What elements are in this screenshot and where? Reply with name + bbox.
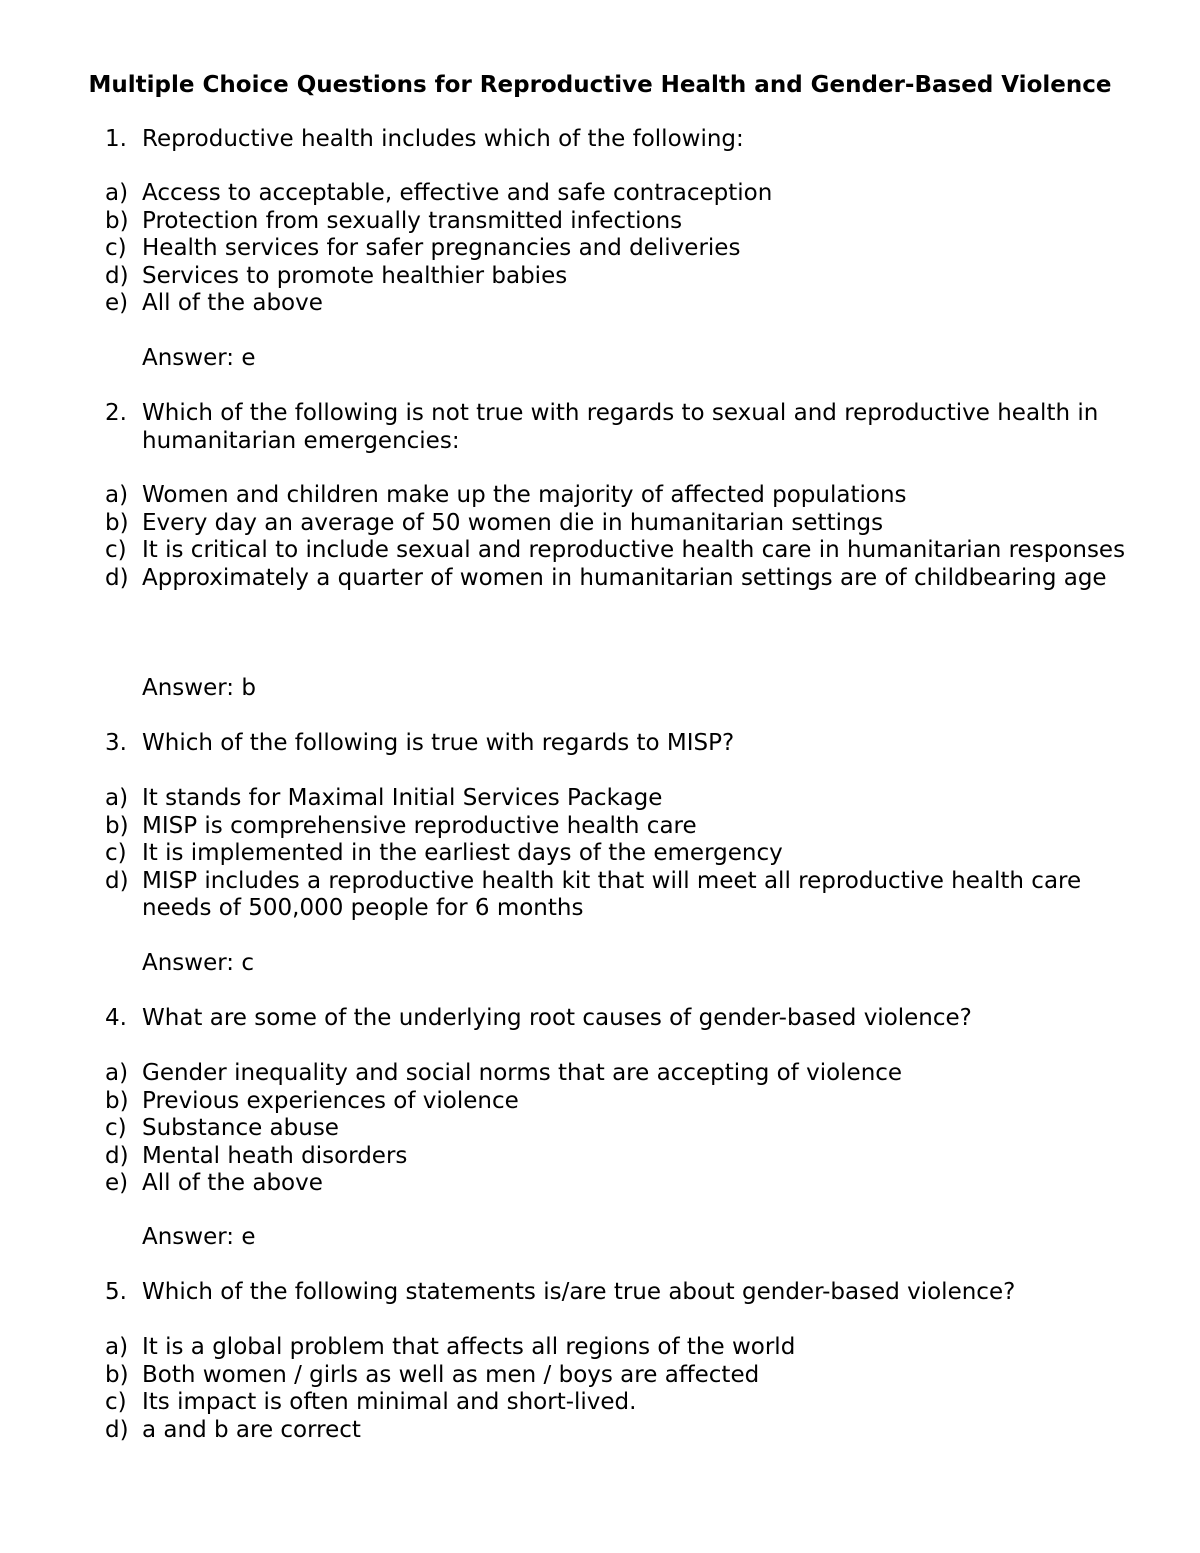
question-text: Which of the following statements is/are true about gender-based violence? [142, 1279, 1016, 1305]
document-title: Multiple Choice Questions for Reproductive Health and Gender-Based Violence [88, 72, 1112, 98]
answer-text: Answer: b [142, 675, 256, 701]
question-number: 1. [105, 126, 127, 152]
option-item [105, 868, 1150, 923]
question-text: Which of the following is not true with regards to sexual and reproductive health in humanitarian emergencies: [142, 400, 1099, 454]
option-text: Health services for safer pregnancies and deliveries [142, 235, 741, 261]
option-letter: b) [105, 207, 129, 234]
option-item [105, 1115, 1150, 1143]
question-text: What are some of the underlying root causes of gender-based violence? [142, 1005, 972, 1031]
option-list [105, 1334, 1150, 1444]
option-text: Its impact is often minimal and short-lived. [142, 1389, 637, 1415]
option-item [105, 537, 1150, 565]
option-text: Substance abuse [142, 1115, 339, 1141]
question-number: 2. [105, 400, 127, 426]
option-item [105, 785, 1150, 813]
option-item [105, 1417, 1150, 1445]
option-letter: e) [105, 1170, 129, 1196]
option-text: Women and children make up the majority of affected populations [142, 482, 907, 508]
option-letter: d) [105, 867, 129, 894]
option-letter: c) [105, 235, 127, 261]
option-item [105, 1143, 1150, 1171]
option-letter: d) [105, 1142, 129, 1169]
option-letter: e) [105, 290, 129, 316]
option-item [105, 1362, 1150, 1390]
option-item [105, 1389, 1150, 1417]
option-item [105, 482, 1150, 510]
option-letter: d) [105, 1416, 129, 1443]
option-text: Every day an average of 50 women die in humanitarian settings [142, 509, 884, 536]
question-number: 5. [105, 1279, 127, 1305]
option-letter: a) [105, 180, 129, 206]
option-list [105, 1060, 1150, 1198]
option-item [105, 208, 1150, 236]
option-item [105, 840, 1150, 868]
question-text: Which of the following is true with regards to MISP? [142, 730, 735, 756]
option-list [105, 785, 1150, 923]
option-item [105, 1170, 1150, 1198]
option-text: Protection from sexually transmitted infections [142, 207, 683, 234]
option-item [105, 290, 1150, 318]
option-text: Both women / girls as well as men / boys are affected [142, 1361, 760, 1388]
option-item [105, 510, 1150, 538]
option-text: Gender inequality and social norms that are accepting of violence [142, 1060, 903, 1086]
option-text: Access to acceptable, effective and safe contraception [142, 180, 773, 206]
option-letter: b) [105, 509, 129, 536]
option-item [105, 813, 1150, 841]
option-item [105, 180, 1150, 208]
option-letter: c) [105, 1389, 127, 1415]
option-text: All of the above [142, 1170, 323, 1196]
option-text: It is critical to include sexual and reproductive health care in humanitarian responses [142, 537, 1126, 563]
answer-text: Answer: c [142, 950, 255, 976]
option-letter: c) [105, 1115, 127, 1141]
question-number: 3. [105, 730, 127, 756]
answer-text: Answer: e [142, 1224, 256, 1250]
option-text: Approximately a quarter of women in humanitarian settings are of childbearing age [142, 564, 1107, 591]
option-item [105, 1088, 1150, 1116]
question-text: Reproductive health includes which of the following: [142, 126, 744, 152]
option-text: Services to promote healthier babies [142, 262, 568, 289]
option-letter: a) [105, 785, 129, 811]
option-letter: c) [105, 537, 127, 563]
option-letter: d) [105, 262, 129, 289]
option-letter: b) [105, 1361, 129, 1388]
option-item [105, 1060, 1150, 1088]
option-letter: a) [105, 482, 129, 508]
option-letter: a) [105, 1060, 129, 1086]
option-list [105, 482, 1150, 592]
option-text: MISP is comprehensive reproductive health care [142, 812, 697, 839]
option-letter: b) [105, 812, 129, 839]
option-text: It is implemented in the earliest days of the emergency [142, 840, 783, 866]
option-item [105, 565, 1150, 593]
option-letter: c) [105, 840, 127, 866]
option-item [105, 1334, 1150, 1362]
option-item [105, 235, 1150, 263]
option-text: It is a global problem that affects all regions of the world [142, 1334, 796, 1360]
option-letter: a) [105, 1334, 129, 1360]
option-text: a and b are correct [142, 1416, 361, 1443]
option-letter: b) [105, 1087, 129, 1114]
option-text: MISP includes a reproductive health kit that will meet all reproductive health care needs of 500,000 people for 6 months [142, 867, 1082, 921]
option-list [105, 180, 1150, 318]
answer-text: Answer: e [142, 345, 256, 371]
option-letter: d) [105, 564, 129, 591]
question-number: 4. [105, 1005, 127, 1031]
option-item [105, 263, 1150, 291]
option-text: All of the above [142, 290, 323, 316]
option-text: It stands for Maximal Initial Services Package [142, 785, 663, 811]
option-text: Previous experiences of violence [142, 1087, 519, 1114]
option-text: Mental heath disorders [142, 1142, 408, 1169]
